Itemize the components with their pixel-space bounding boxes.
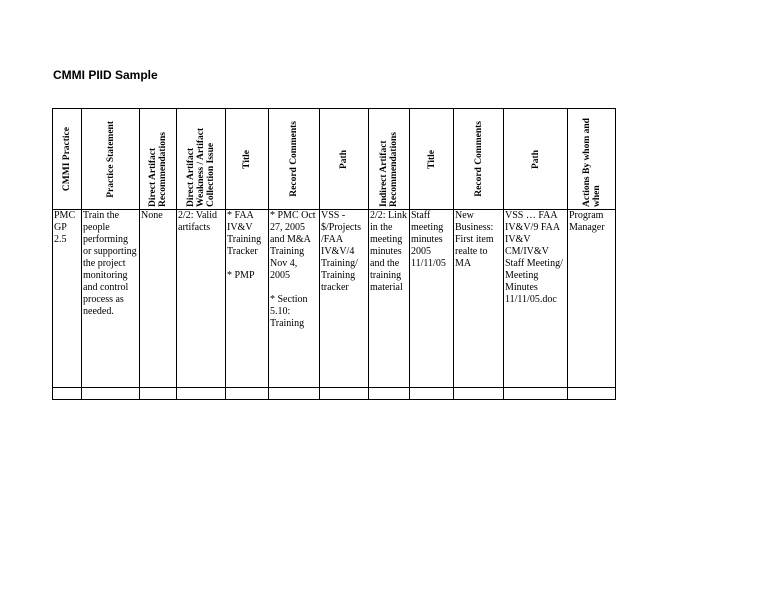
header-direct-artifact-weakness: Direct Artifact Weakness / Artifact Collection Issue [177, 109, 226, 210]
blank-cell [568, 388, 616, 400]
blank-cell [454, 388, 504, 400]
blank-row [53, 388, 616, 400]
cell-title-line-1: * FAA IV&V Training Tracker [227, 210, 262, 257]
blank-cell [504, 388, 568, 400]
cell-record-comments-line-1: * PMC Oct 27, 2005 and M&A Training Nov 4, 2005 [270, 210, 316, 281]
cell-record-comments-line-2: * Section 5.10: Training [270, 294, 308, 329]
cell-record-comments-2: New Business: First item realte to MA [454, 210, 504, 388]
page-title: CMMI PIID Sample [53, 68, 158, 82]
cell-title-2: Staff meeting minutes 2005 11/11/05 [410, 210, 454, 388]
header-cmmi-practice: CMMI Practice [53, 109, 82, 210]
blank-cell [53, 388, 82, 400]
header-record-comments: Record Comments [269, 109, 320, 210]
cell-title [226, 210, 269, 388]
header-path: Path [320, 109, 369, 210]
blank-cell [369, 388, 410, 400]
header-path-2: Path [504, 109, 568, 210]
blank-cell [320, 388, 369, 400]
table-row [53, 210, 616, 388]
header-actions: Actions By whom and when [568, 109, 616, 210]
cell-practice-statement: Train the people performing or supporting the project monitoring and control process as needed. [82, 210, 140, 388]
cell-actions: Program Manager [568, 210, 616, 388]
blank-cell [140, 388, 177, 400]
piid-table [52, 108, 616, 400]
header-record-comments-2: Record Comments [454, 109, 504, 210]
cell-direct-artifact-weakness: 2/2: Valid artifacts [177, 210, 226, 388]
header-direct-artifact-recommendations: Direct Artifact Recommendations [140, 109, 177, 210]
blank-cell [226, 388, 269, 400]
header-title: Title [226, 109, 269, 210]
blank-cell [269, 388, 320, 400]
header-title-2: Title [410, 109, 454, 210]
cell-indirect-artifact-recommendations: 2/2: Link in the meeting minutes and the training material [369, 210, 410, 388]
cell-cmmi-practice: PMC GP 2.5 [53, 210, 82, 388]
blank-cell [410, 388, 454, 400]
blank-cell [177, 388, 226, 400]
cell-path-2: VSS … FAA IV&V/9 FAA IV&V CM/IV&V Staff Meeting/ Meeting Minutes 11/11/05.doc [504, 210, 568, 388]
cell-direct-artifact-recommendations: None [140, 210, 177, 388]
header-indirect-artifact-recommendations: Indirect Artifact Recommendations [369, 109, 410, 210]
cell-path: VSS - $/Projects /FAA IV&V/4 Training/ Training tracker [320, 210, 369, 388]
header-row [53, 109, 616, 210]
cell-record-comments [269, 210, 320, 388]
blank-cell [82, 388, 140, 400]
header-practice-statement: Practice Statement [82, 109, 140, 210]
cell-title-line-2: * PMP [227, 270, 255, 281]
